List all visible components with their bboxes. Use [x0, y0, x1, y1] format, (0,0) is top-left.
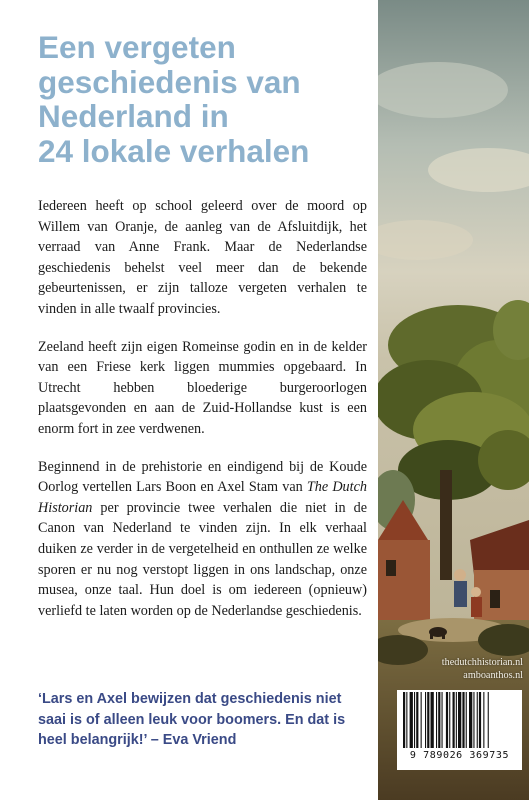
barcode-bar	[442, 692, 443, 748]
blurb-paragraph-3	[38, 457, 367, 622]
barcode-bar	[453, 692, 455, 748]
barcode-bar	[431, 692, 434, 748]
barcode-bar	[421, 692, 422, 748]
barcode-bar	[438, 692, 440, 748]
barcode-bar	[416, 692, 418, 748]
blurb-paragraph-1: Iedereen heeft op school geleerd over de moord op Willem van Oranje, de aanleg van de Afsluitdijk, het verraad van Anne Frank. Maar de Nederlandse geschiedenis behelst veel meer dan de bekende gebeurtenissen, er zijn talloze vergeten verhalen te vinden in alle twaalf provincies.	[38, 198, 367, 317]
book-headline	[38, 30, 368, 168]
endorsement-quote: ‘Lars en Axel bewijzen dat geschiedenis niet saai is of alleen leuk voor boomers. En dat is heel belangrijk!’ – Eva Vriend	[38, 691, 346, 748]
headline-line-3: Nederland in	[38, 98, 229, 134]
blurb	[38, 196, 378, 621]
barcode-bar	[403, 692, 405, 748]
isbn-number: 9 789026 369735	[409, 750, 510, 761]
barcode-icon	[397, 692, 522, 750]
barcode-bar	[436, 692, 437, 748]
barcode-bar	[479, 692, 481, 748]
barcode-bar	[446, 692, 448, 748]
barcode-bar	[425, 692, 426, 748]
publisher-sites	[391, 656, 523, 682]
barcode-bar	[483, 692, 484, 748]
headline-line-4: 24 lokale verhalen	[38, 132, 310, 169]
barcode-bar	[473, 692, 474, 748]
site-amboanthos: amboanthos.nl	[463, 670, 523, 681]
blurb-paragraph-3-start: Beginnend in de prehistorie en eindigend bij de Koude Oorlog vertellen Lars Boon en Axel Stam van	[38, 458, 367, 496]
headline-line-2: geschiedenis van	[38, 63, 301, 100]
barcode-bar	[466, 692, 467, 748]
barcode-bar	[427, 692, 429, 748]
barcode-bar	[449, 692, 450, 748]
headline-line-1: Een vergeten	[38, 29, 236, 65]
barcode-bar	[414, 692, 415, 748]
barcode-bar	[458, 692, 461, 748]
site-thedutchhistorian: thedutchhistorian.nl	[441, 657, 523, 668]
barcode-bar	[456, 692, 457, 748]
barcode-bar	[462, 692, 464, 748]
barcode-bar	[410, 692, 413, 748]
barcode-bar	[469, 692, 472, 748]
barcode-bar	[406, 692, 407, 748]
barcode	[397, 690, 522, 770]
series-title: The Dutch Historian	[38, 479, 367, 516]
barcode-bar	[488, 692, 489, 748]
barcode-bar	[477, 692, 478, 748]
blurb-paragraph-2: Zeeland heeft zijn eigen Romeinse godin en in de kelder van een Friese kerk liggen mummies opgebaard. In Utrecht hebben bloederige burgeroorlogen plaatsgevonden en aan de Zuid-Hollandse kust is een enorm fort in zee verdwenen.	[38, 338, 367, 437]
blurb-paragraph-3-end: per provincie twee verhalen die niet in de Canon van Nederland te vinden zijn. In elk verhaal duiken ze verder in de vergetelheid en onthullen ze welke sporen er nu nog verstopt liggen in ons landschap, onze musea, onze taal. Hun doel is om iedereen (opnieuw) verliefd te laten worden op de Nederlandse geschiedenis.	[38, 499, 367, 619]
